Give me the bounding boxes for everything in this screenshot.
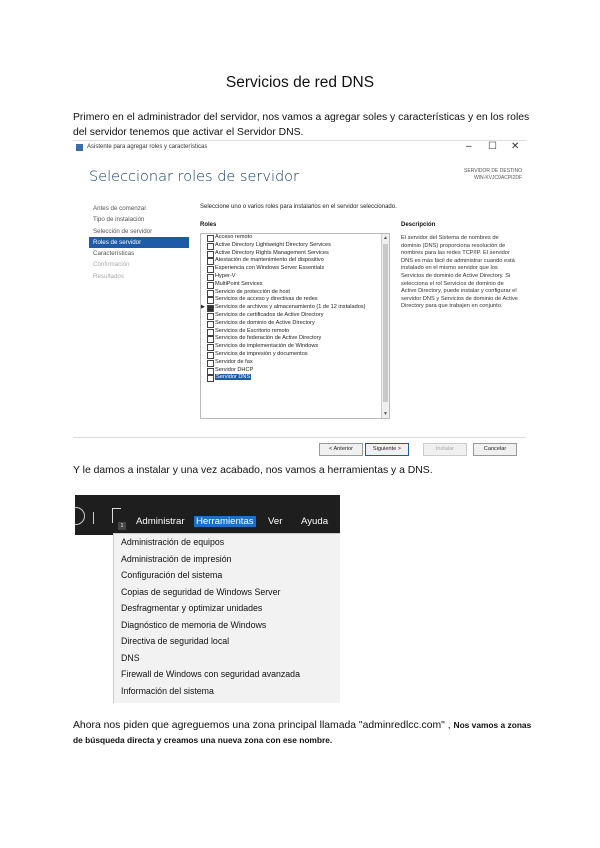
next-button[interactable]: Siguiente >: [365, 443, 409, 456]
nav-item-seleccion[interactable]: Selección de servidor: [93, 227, 153, 235]
role-item[interactable]: Servicios de certificados de Active Directory: [201, 312, 389, 320]
role-item[interactable]: Servicios de impresión y documentos: [201, 351, 389, 359]
destination-server-label: SERVIDOR DE DESTINO: [464, 168, 522, 174]
role-item[interactable]: Servicios de acceso y directivas de redes: [201, 296, 389, 304]
tools-menu-screenshot: [75, 495, 340, 703]
paragraph-zone-bold: Nos vamos a zonas de búsqueda directa y creamos una nueva zona con ese nombre.: [73, 720, 532, 745]
install-button[interactable]: Instalar: [423, 443, 467, 456]
roles-label: Roles: [200, 222, 217, 228]
roles-scrollbar[interactable]: [381, 234, 389, 418]
maximize-button[interactable]: ☐: [488, 141, 497, 152]
wizard-heading: Seleccionar roles de servidor: [89, 169, 300, 185]
notification-badge: 1: [118, 522, 126, 530]
menu-item[interactable]: Administración de impresión: [121, 553, 232, 564]
menu-herramientas[interactable]: Herramientas: [196, 516, 254, 527]
paragraph-zone-text: Ahora nos piden que agreguemos una zona principal llamada "adminredlcc.com" ,: [73, 720, 454, 731]
menu-item[interactable]: Copias de seguridad de Windows Server: [121, 586, 281, 597]
cancel-button[interactable]: Cancelar: [473, 443, 517, 456]
destination-server-name: WIN-KVJC0ACPI2DF: [473, 175, 522, 181]
paragraph-zone: [73, 718, 543, 748]
menu-separator: [93, 512, 94, 524]
role-item-dns[interactable]: Servidor DNS: [201, 374, 389, 382]
wizard-window: [73, 140, 526, 459]
wizard-button-bar: [73, 437, 526, 458]
refresh-icon[interactable]: [75, 507, 85, 525]
role-item[interactable]: Experiencia con Windows Server Essentials: [201, 265, 389, 273]
previous-button[interactable]: < Anterior: [319, 443, 363, 456]
role-item[interactable]: Active Directory Rights Management Services: [201, 250, 389, 258]
role-item[interactable]: Servidor DHCP: [201, 367, 389, 375]
nav-item-resultados: Resultados: [93, 272, 124, 280]
menu-ver[interactable]: Ver: [268, 516, 283, 527]
role-item[interactable]: ▶ Servicios de archivos y almacenamiento (1 de 12 instalados): [201, 304, 366, 311]
role-description: El servidor del Sistema de nombres de dominio (DNS) proporciona resolución de nombres para las redes TCP/IP. El servidor DNS es más fácil de administrar cuando está instalado en el mismo servidor que los Servicios de dominio de Active Directory. Si selecciona el rol Servicios de dominio de Active Directory, puede instalar y configurar el servidor DNS y Servicios de dominio de Active Directory para que trabajen en conjunto.: [401, 235, 518, 310]
role-item[interactable]: Servicios de dominio de Active Directory: [201, 320, 389, 328]
role-item[interactable]: Servicios de Escritorio remoto: [201, 328, 389, 336]
wizard-titlebar: [73, 141, 526, 155]
role-item[interactable]: Servidor de fax: [201, 359, 389, 367]
paragraph-intro: Primero en el administrador del servidor, nos vamos a agregar soles y características y en los roles del servidor tenemos que activar el Servidor DNS.: [73, 112, 530, 138]
description-label: Descripción: [401, 222, 436, 228]
menu-item[interactable]: Desfragmentar y optimizar unidades: [121, 603, 263, 613]
server-manager-icon: [76, 144, 83, 151]
role-item[interactable]: Servicio de protección de host: [201, 289, 389, 297]
role-item[interactable]: Atestación de mantenimiento del dispositivo: [201, 257, 389, 265]
nav-item-tipo[interactable]: Tipo de instalación: [93, 216, 145, 224]
menu-bar: [75, 495, 340, 535]
menu-item-dns[interactable]: DNS: [121, 652, 140, 663]
wizard-nav: [89, 203, 189, 282]
role-item[interactable]: Acceso remoto: [201, 234, 389, 242]
menu-ayuda[interactable]: Ayuda: [301, 516, 329, 527]
paragraph-install: Y le damos a instalar y una vez acabado, nos vamos a herramientas y a DNS.: [73, 465, 433, 476]
nav-item-antes[interactable]: Antes de comenzar: [93, 205, 147, 212]
role-item[interactable]: MultiPoint Services: [201, 281, 389, 289]
menu-administrar[interactable]: Administrar: [136, 516, 185, 527]
expand-arrow-icon[interactable]: ▶: [201, 304, 205, 311]
close-button[interactable]: ✕: [511, 141, 520, 152]
wizard-instruction: Seleccione uno o varios roles para instalarlos en el servidor seleccionado.: [200, 204, 397, 210]
nav-item-caracteristicas[interactable]: Características: [93, 250, 135, 258]
menu-item[interactable]: Configuración del sistema: [121, 570, 223, 580]
document-title: Servicios de red DNS: [225, 74, 375, 91]
menu-item[interactable]: Administración de equipos: [121, 537, 225, 547]
flag-icon[interactable]: [112, 508, 121, 523]
tools-dropdown: [113, 533, 340, 703]
role-item[interactable]: Servicios de implementación de Windows: [201, 343, 389, 351]
roles-list[interactable]: [200, 233, 390, 419]
menu-item[interactable]: Diagnóstico de memoria de Windows: [121, 619, 267, 630]
menu-item[interactable]: Firewall de Windows con seguridad avanzada: [121, 669, 300, 679]
role-item[interactable]: Hyper-V: [201, 273, 389, 281]
scroll-down-icon[interactable]: ▼: [383, 411, 388, 417]
minimize-button[interactable]: –: [466, 141, 472, 152]
scroll-thumb[interactable]: [383, 244, 388, 402]
scroll-up-icon[interactable]: ▲: [383, 235, 388, 241]
role-item[interactable]: Servicios de federación de Active Directory: [201, 335, 389, 343]
menu-item[interactable]: Directiva de seguridad local: [121, 636, 230, 646]
wizard-window-title: Asistente para agregar roles y características: [87, 144, 208, 150]
nav-item-roles[interactable]: Roles de servidor: [89, 237, 189, 248]
nav-item-confirmacion: Confirmación: [93, 261, 130, 269]
checkbox[interactable]: [207, 375, 214, 382]
role-item[interactable]: Active Directory Lightweight Directory Services: [201, 242, 389, 250]
menu-item[interactable]: Información del sistema: [121, 685, 214, 696]
destination-server: [464, 168, 522, 182]
